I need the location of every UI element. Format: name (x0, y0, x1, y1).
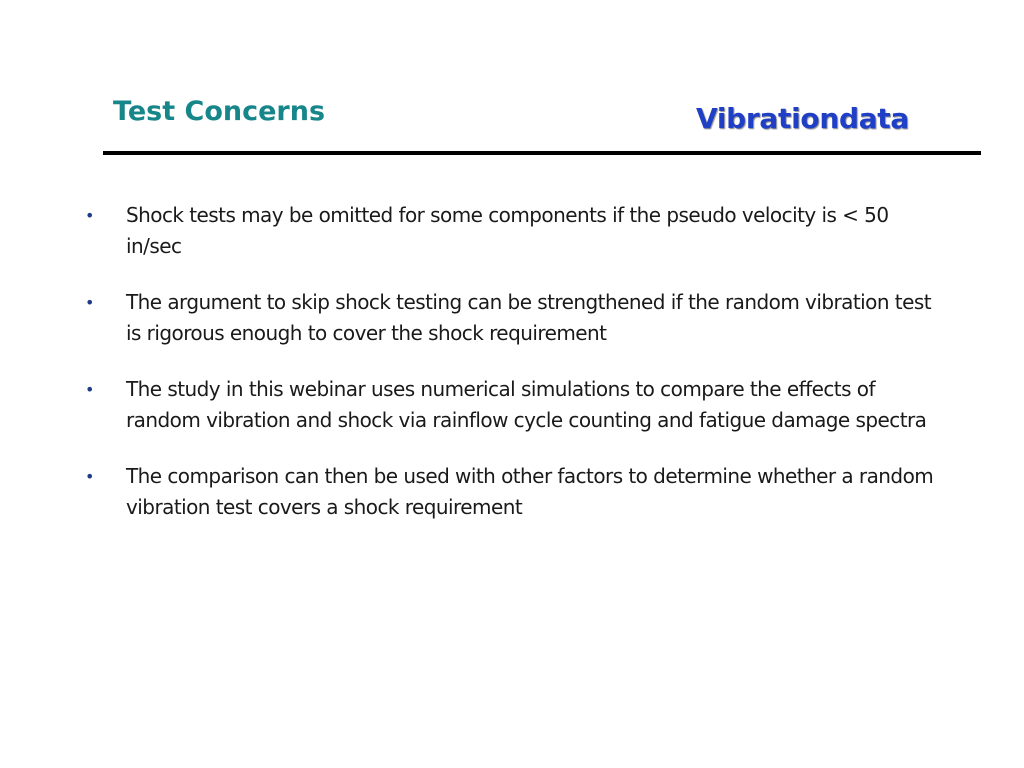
bullet-icon: • (85, 467, 95, 486)
bullet-icon: • (85, 293, 95, 312)
slide-title: Test Concerns (113, 96, 326, 127)
bullet-icon: • (85, 380, 95, 399)
bullet-item (85, 374, 945, 436)
bullet-list (85, 200, 945, 548)
bullet-item (85, 287, 945, 349)
header-divider (103, 151, 981, 155)
bullet-text: Shock tests may be omitted for some components if the pseudo velocity is < 50 in/sec (126, 203, 889, 258)
bullet-text: The comparison can then be used with other factors to determine whether a random vibration test covers a shock requirement (126, 464, 934, 519)
bullet-item (85, 200, 945, 262)
bullet-item (85, 461, 945, 523)
bullet-icon: • (85, 206, 95, 225)
brand-logo: Vibrationdata (696, 102, 909, 135)
bullet-text: The argument to skip shock testing can be strengthened if the random vibration test is rigorous enough to cover the shock requirement (126, 290, 931, 345)
bullet-text: The study in this webinar uses numerical simulations to compare the effects of random vibration and shock via rainflow cycle counting and fatigue damage spectra (126, 377, 927, 432)
